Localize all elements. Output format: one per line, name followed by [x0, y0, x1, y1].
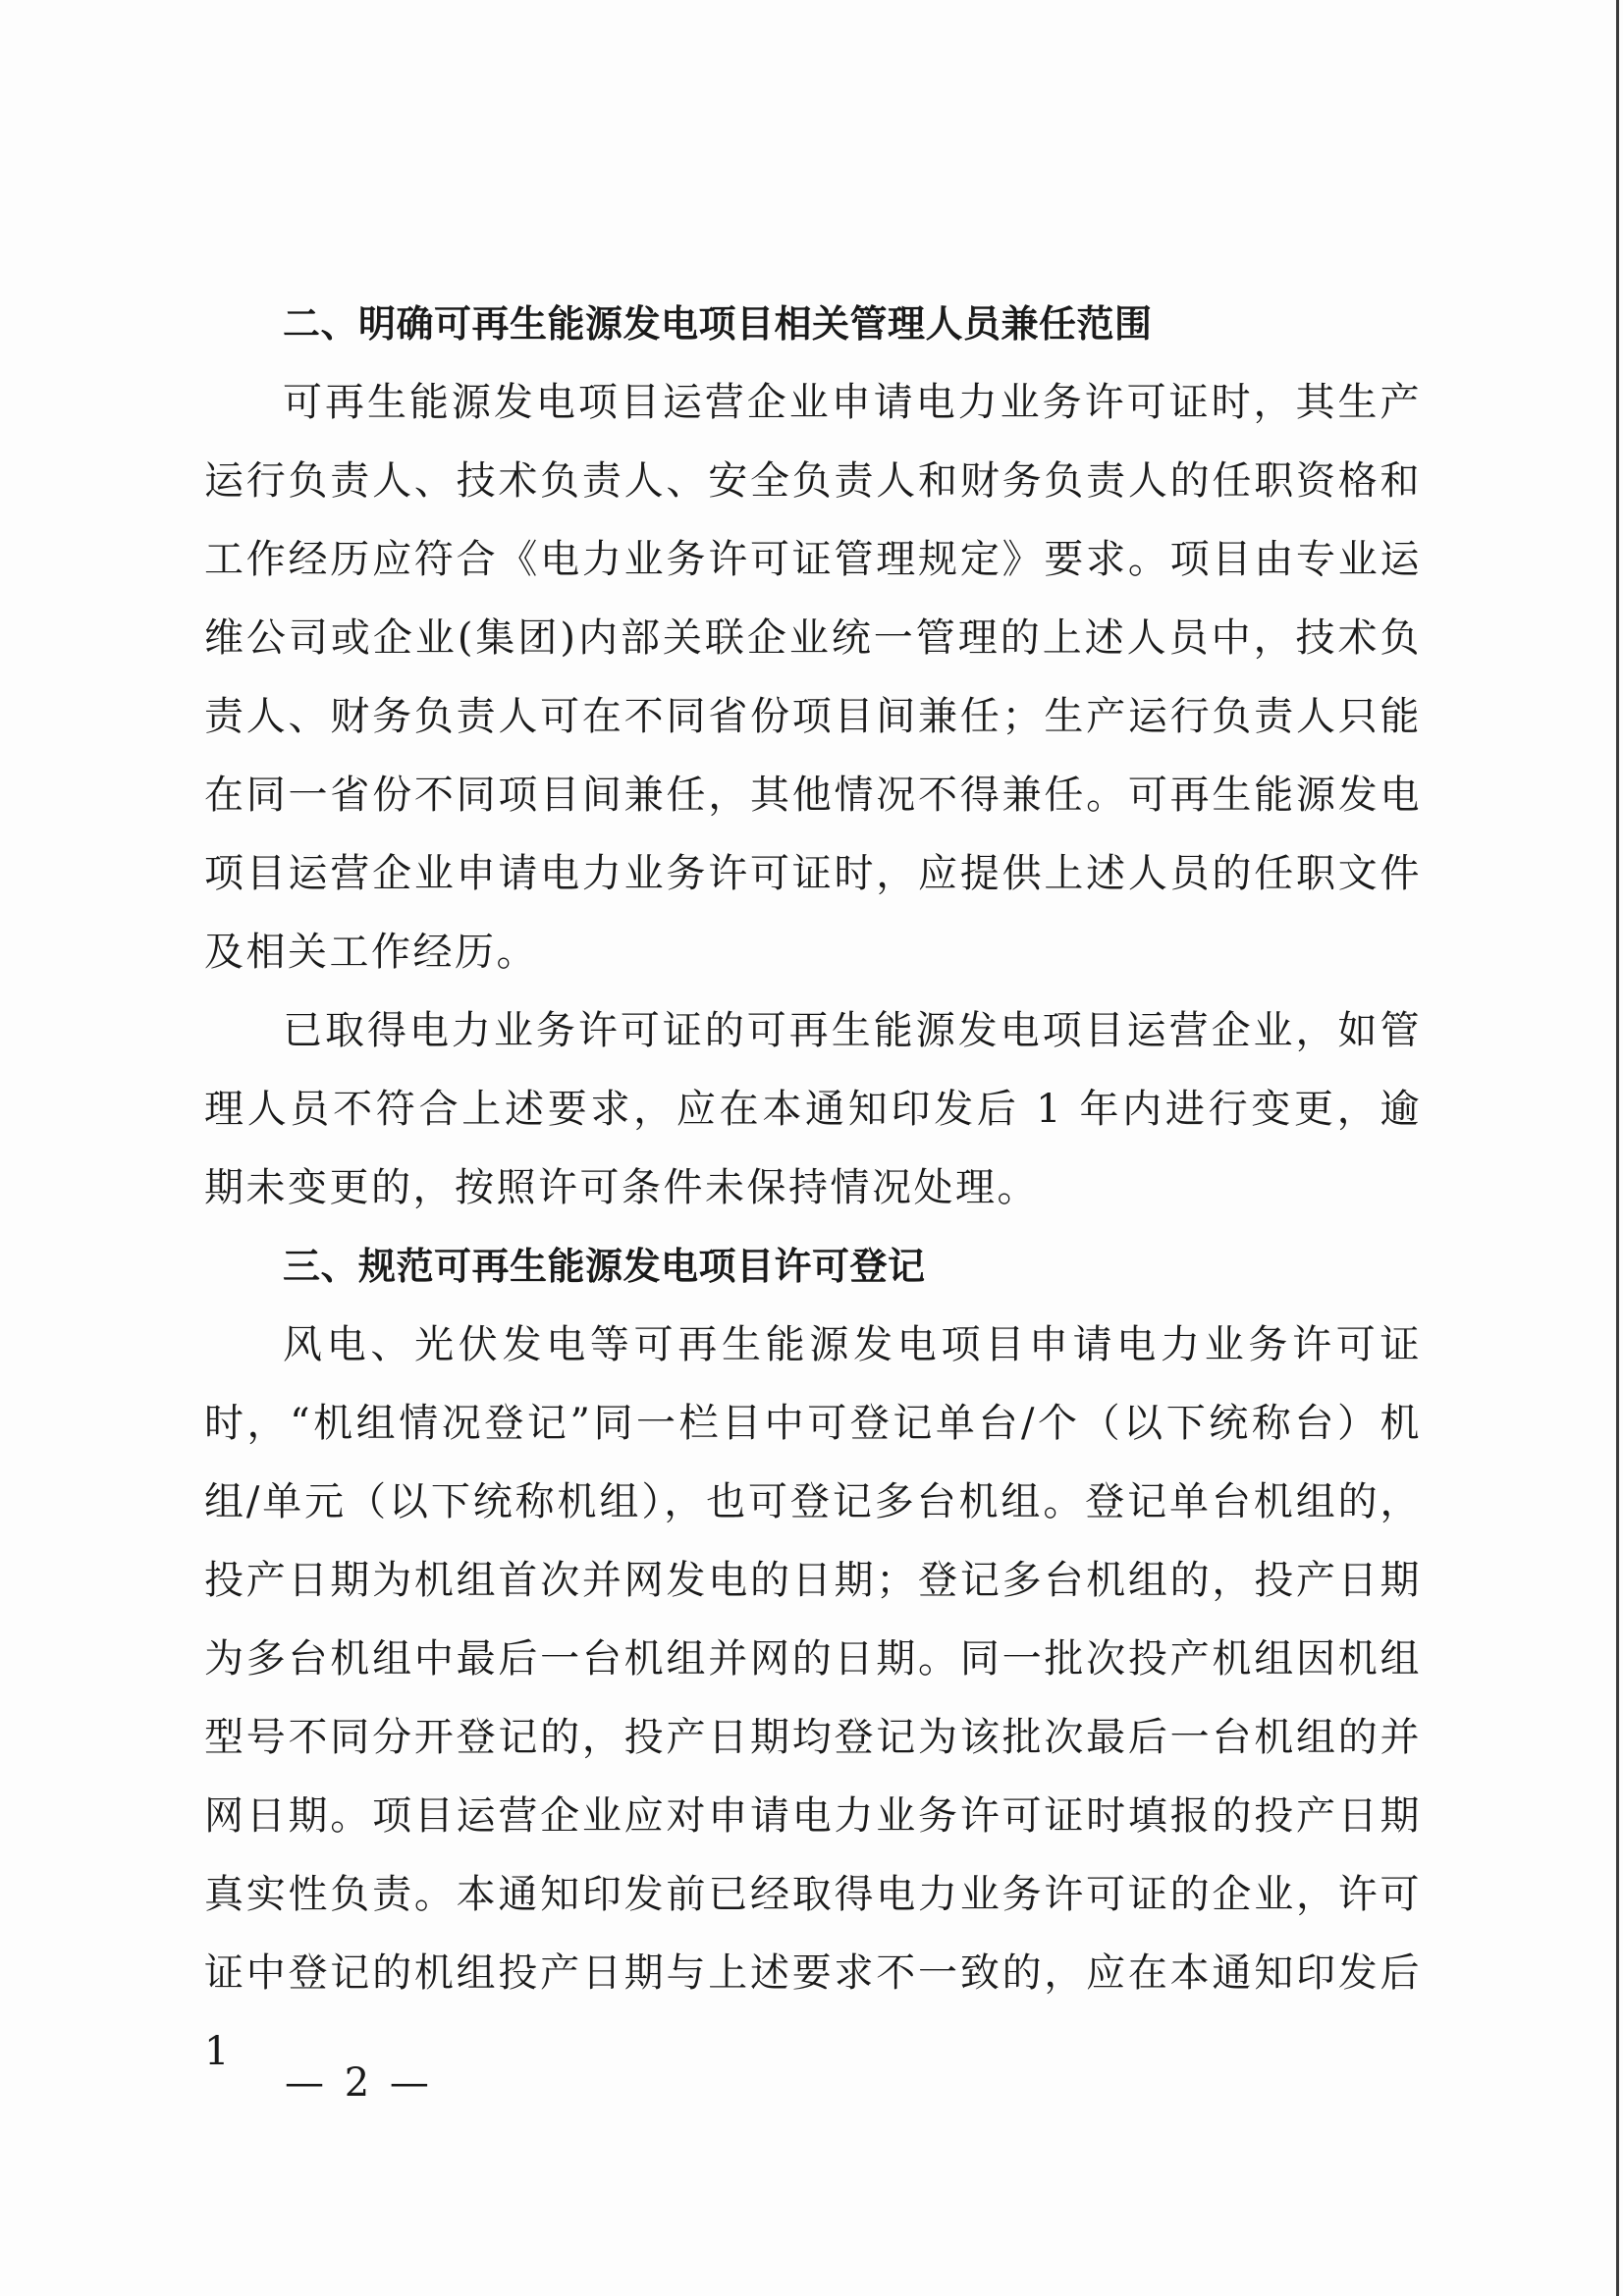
scan-edge-line — [1616, 0, 1619, 2296]
section-2-paragraph-2: 已取得电力业务许可证的可再生能源发电项目运营企业，如管理人员不符合上述要求，应在本通知印发后 1 年内进行变更，逾期未变更的，按照许可条件未保持情况处理。 — [204, 1008, 1422, 1210]
document-body — [204, 285, 1422, 2091]
section-3-heading: 三、规范可再生能源发电项目许可登记 — [283, 1245, 926, 1288]
section-2-heading: 二、明确可再生能源发电项目相关管理人员兼任范围 — [283, 302, 1153, 346]
section-3-paragraph-1: 风电、光伏发电等可再生能源发电项目申请电力业务许可证时，“机组情况登记”同一栏目中可登记单台/个（以下统称台）机组/单元（以下统称机组），也可登记多台机组。登记单台机组的，投产日期为机组首次并网发电的日期；登记多台机组的，投产日期为多台机组中最后一台机组并网的日期。同一批次投产机组因机组型号不同分开登记的，投产日期均登记为该批次最后一台机组的并网日期。项目运营企业应对申请电力业务许可证时填报的投产日期真实性负责。本通知印发前已经取得电力业务许可证的企业，许可证中登记的机组投产日期与上述要求不一致的，应在本通知印发后 1 — [204, 1322, 1422, 2074]
page-number: — 2 — — [285, 2060, 433, 2106]
section-2-paragraph-1: 可再生能源发电项目运营企业申请电力业务许可证时，其生产运行负责人、技术负责人、安全负责人和财务负责人的任职资格和工作经历应符合《电力业务许可证管理规定》要求。项目由专业运维公司或企业(集团)内部关联企业统一管理的上述人员中，技术负责人、财务负责人可在不同省份项目间兼任；生产运行负责人只能在同一省份不同项目间兼任，其他情况不得兼任。可再生能源发电项目运营企业申请电力业务许可证时，应提供上述人员的任职文件及相关工作经历。 — [204, 380, 1422, 975]
